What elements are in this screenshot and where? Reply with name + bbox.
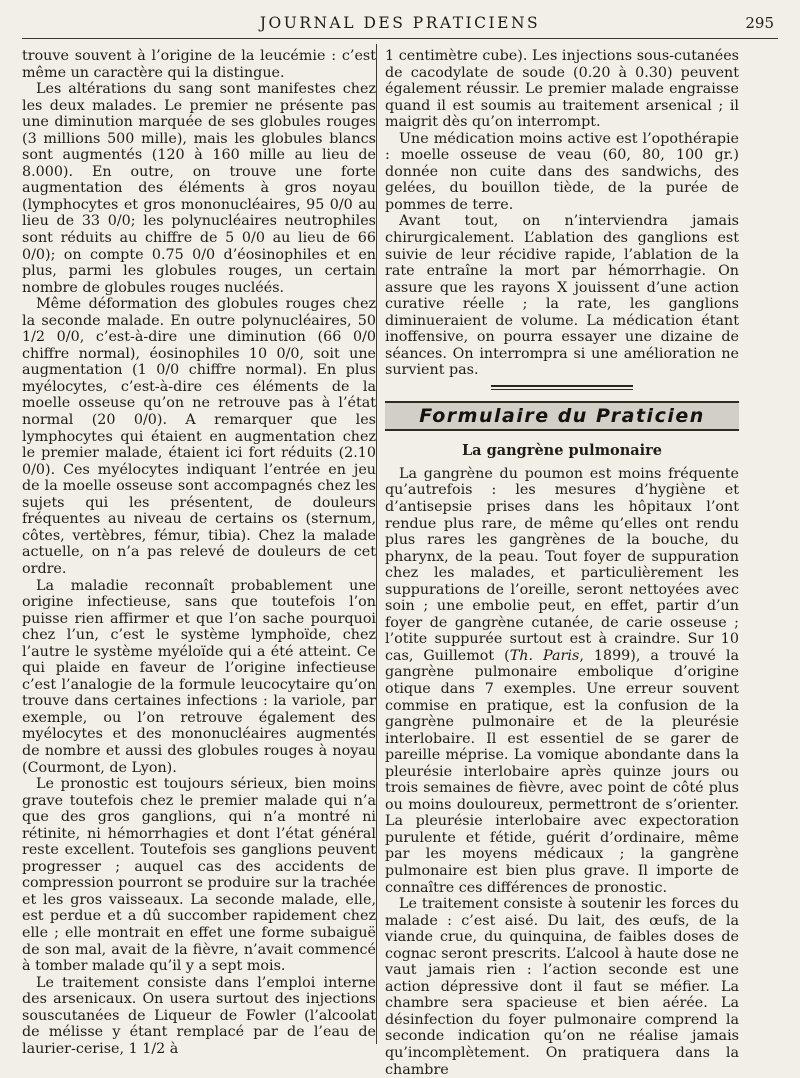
paragraph: Avant tout, on n’interviendra jamais chirurgicalement. L’ablation des ganglions est suivie de leur récidive rapide, l’ablation de la rate entraîne la mort par hémorrhagie. On assure que les rayons X jouissent d’une action curative réelle ; la rate, les ganglions diminueraient de volume. La médication étant inoffensive, on pourra essayer une dizaine de séances. On interrompra si une amélioration ne survient pas. (385, 213, 739, 379)
column-divider (376, 44, 377, 1044)
page-header (22, 12, 778, 39)
paragraph: Les altérations du sang sont manifestes chez les deux malades. Le premier ne présente pas une diminution marquée de ses globules rouges (3 millions 500 mille), mais les globules blancs sont augmentés (120 à 160 mille au lieu de 8.000). En outre, on trouve une forte augmentation des éléments à gros noyau (lymphocytes et gros mononucléaires, 95 0/0 au lieu de 33 0/0; les polynucléaires neutrophiles sont réduits au chiffre de 5 0/0 au lieu de 66 0/0); on compte 0.75 0/0 d’éosinophiles et en plus, parmi les globules rouges, un certain nombre de globules rouges nucléés. (22, 81, 376, 296)
paragraph-text: , 1899), a trouvé la gangrène pulmonaire embolique d’origine otique dans 7 exemples. Une erreur souvent commise en pratique, est la confusion de la gangrène pulmonaire et de la pleurésie interlobaire. Il est essentiel de se garer de pareille méprise. La vomique abondante dans la pleurésie interlobaire après quinze jours ou trois semaines de fièvre, avec point de côté plus ou moins douloureux, permettront de s’orienter. La pleurésie interlobaire avec expectoration purulente et fétide, guérit d’ordinaire, même par les moyens médicaux ; la gangrène pulmonaire est bien plus grave. Il importe de connaître ces différences de pronostic. (385, 647, 739, 896)
section-banner: Formulaire du Praticien (385, 401, 739, 431)
paragraph: Une médication moins active est l’opothérapie : moelle osseuse de veau (60, 80, 100 gr.) donnée non cuite dans des sandwichs, des gelées, du bouillon tiède, de la purée de pommes de terre. (385, 130, 739, 213)
running-title: JOURNAL DES PRATICIENS (259, 14, 541, 32)
double-rule-divider (491, 385, 633, 390)
paragraph: Le pronostic est toujours sérieux, bien moins grave toutefois chez le premier malade qui n’a que des gros ganglions, qui n’a montré ni rétinite, ni hémorrhagies et dont l’état général reste excellent. Toutefois ses ganglions peuvent progresser ; auquel cas des accidents de compression pourront se produire sur la trachée et les gros vaisseaux. La seconde malade, elle, est perdue et a dû succomber rapidement chez elle ; elle montrait en effet une forme subaiguë de son mal, avait de la fièvre, n’avait commencé à tomber malade qu’il y a sept mois. (22, 776, 376, 975)
paragraph: 1 centimètre cube). Les injections sous-cutanées de cacodylate de soude (0.20 à 0.30) peuvent également réussir. Le premier malade engraisse quand il est soumis au traitement arsenical ; il maigrit dès qu’on interrompt. (385, 48, 739, 131)
page-number: 295 (745, 14, 774, 32)
paragraph (385, 466, 739, 896)
paragraph: La maladie reconnaît probablement une origine infectieuse, sans que toutefois l’on puisse rien affirmer et que l’on sache pourquoi chez l’un, c’est le système lymphoïde, chez l’autre le système myéloïde qui a été atteint. Ce qui plaide en faveur de l’origine infectieuse c’est l’analogie de la formule leucocytaire qu’on trouve dans certaines infections : la variole, par exemple, ou l’on retrouve également des myélocytes et des mononucléaires augmentés de nombre et aussi des globules rouges à noyau (Courmont, de Lyon). (22, 577, 376, 776)
paragraph-text: La gangrène du poumon est moins fréquente qu’autrefois : les mesures d’hygiène et d’antisepsie prises dans les hôpitaux l’ont rendue plus rare, de même qu’elles ont rendu plus rares les gangrènes de la bouche, du pharynx, de la peau. Tout foyer de suppuration chez les malades, et particulièrement les suppurations de l’oreille, seront nettoyées avec soin ; une embolie peut, en effet, partir d’un foyer de gangrène cutanée, de carie osseuse ; l’otite suppurée surtout est à craindre. Sur 10 cas, Guillemot ( (385, 465, 739, 664)
paragraph: Même déformation des globules rouges chez la seconde malade. En outre polynucléaires, 50 1/2 0/0, c’est-à-dire une diminution (66 0/0 chiffre normal), éosinophiles 10 0/0, soit une augmentation (1 0/0 chiffre normal). En plus myélocytes, c’est-à-dire ces éléments de la moelle osseuse qu’on ne retrouve pas à l’état normal (20 0/0). A remarquer que les lymphocytes qui étaient en augmentation chez le premier malade, étaient ici fort réduits (2.10 0/0). Ces myélocytes indiquant l’entrée en jeu de la moelle osseuse sont accompagnés chez les sujets qui les présentent, de douleurs fréquentes au niveau de certains os (sternum, côtes, vertèbres, fémur, tibia). Chez la malade actuelle, on n’a pas relevé de douleurs de cet ordre. (22, 296, 376, 577)
article-title: La gangrène pulmonaire (461, 442, 663, 460)
right-column (385, 48, 739, 1078)
citation-journal: Th. Paris (509, 647, 580, 664)
paragraph: trouve souvent à l’origine de la leucémie : c’est même un caractère qui la distingue. (22, 48, 376, 81)
paragraph: Le traitement consiste à soutenir les forces du malade : c’est aisé. Du lait, des œufs, de la viande crue, du quinquina, de faibles doses de cognac seront prescrits. L’alcool à haute dose ne vaut jamais rien : l’action seconde est une action dépressive dont il faut se méfier. La chambre sera spacieuse et bien aérée. La désinfection du foyer pulmonaire comprend la seconde indication qu’on ne réalise jamais qu’incomplètement. On pratiquera dans la chambre (385, 896, 739, 1078)
paragraph: Le traitement consiste dans l’emploi interne des arsenicaux. On usera surtout des injections souscutanées de Liqueur de Fowler (l’alcoolat de mélisse y étant remplacé par de l’eau de laurier-cerise, 1 1/2 à (22, 974, 376, 1057)
left-column (22, 48, 376, 1057)
